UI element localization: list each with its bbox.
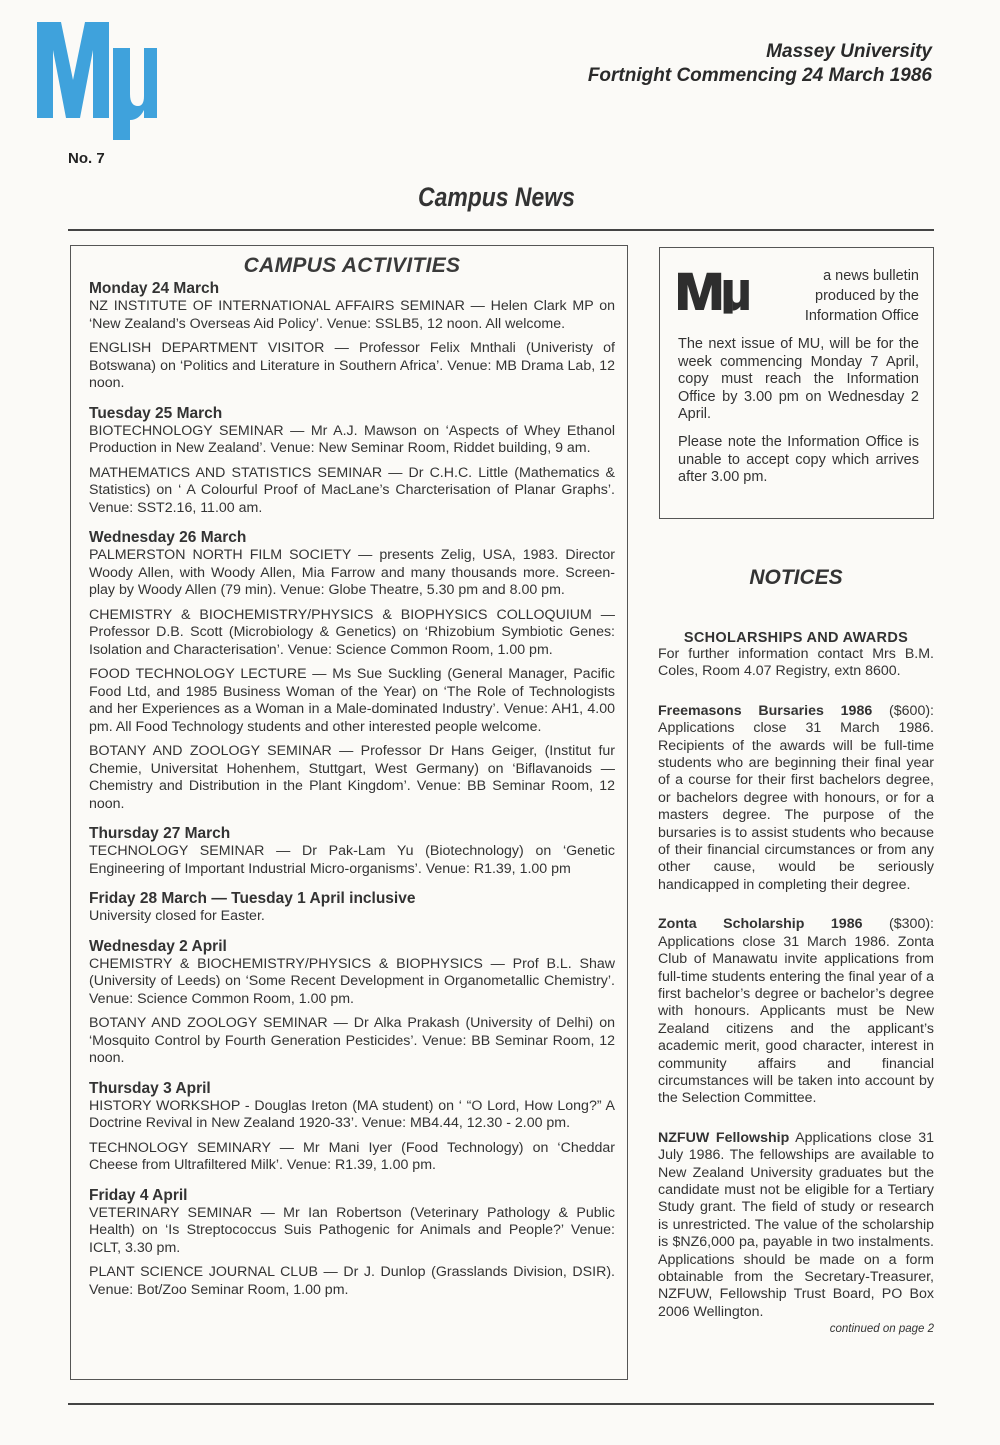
mu-logo (37, 22, 157, 140)
event-item: BIOTECHNOLOGY SEMINAR — Mr A.J. Mawson on ‘Aspects of Whey Ethanol Production in New Zealand’. Venue: New Seminar Room, Riddet building, 9 am. (89, 422, 615, 456)
notice-item (658, 916, 934, 1107)
campus-activities-title: CAMPUS ACTIVITIES (243, 254, 461, 277)
mu-mini-logo (678, 270, 750, 314)
issue-number: No. 7 (68, 150, 105, 167)
event-item: PALMERSTON NORTH FILM SOCIETY — presents Zelig, USA, 1983. Director Woody Allen, with Woody Allen, Mia Farrow and many thousands more. Screen-play by Woody Allen (79 min). Venue: Globe Theatre, 5.30 pm and 8.00 pm. (89, 547, 615, 598)
day-heading: Wednesday 26 March (89, 529, 247, 546)
publisher: Massey University (766, 41, 932, 62)
notices-title: NOTICES (749, 566, 843, 589)
continued-link[interactable]: continued on page 2 (829, 1323, 934, 1336)
tagline-line: produced by the (815, 288, 919, 304)
activity-day (89, 825, 615, 878)
event-item: CHEMISTRY & BIOCHEMISTRY/PHYSICS & BIOPHYSICS — Prof B.L. Shaw (University of Leeds) on ‘Some Recent Development in Organometallic Chemistry’. Venue: Science Common Room, 1.00 pm. (89, 955, 615, 1007)
event-item: TECHNOLOGY SEMINARY — Mr Mani Iyer (Food Technology) on ‘Cheddar Cheese from Ultrafiltered Milk’. Venue: R1.39, 1.00 pm. (89, 1139, 615, 1173)
activity-day (89, 1187, 615, 1300)
event-item: MATHEMATICS AND STATISTICS SEMINAR — Dr C.H.C. Little (Mathematics & Statistics) on ‘ A Colourful Proof of MacLane’s Charcterisation of Planar Graphs’. Venue: SST2.16, 11.00 am. (89, 464, 615, 516)
notice-body: Applications close 31 July 1986. The fellowships are available to New Zealand University graduates but the candidate must not be eligible for a Tertiary Study grant. The field of study or research is unrestricted. The value of the scholarship is $NZ6,000 pa, payable in two instalments. Applications should be made on a form obtainable from the Secretary-Treasurer, NZFUW, Fellowship Trust Board, PO Box 2006 Wellington. (658, 1129, 934, 1320)
day-heading: Friday 28 March — Tuesday 1 April inclusive (89, 890, 416, 907)
event-item: TECHNOLOGY SEMINAR — Dr Pak-Lam Yu (Biotechnology) on ‘Genetic Engineering of Important Industrial Micro-organisms’. Venue: R1.39, 1.00 pm (89, 843, 615, 877)
event-item: University closed for Easter. (89, 908, 265, 924)
activities-list (89, 280, 615, 1299)
event-item: HISTORY WORKSHOP - Douglas Ireton (MA student) on ‘ “O Lord, How Long?” A Doctrine Revival in New Zealand 1920-33’. Venue: MB4.44, 12.30 - 2.00 pm. (89, 1097, 615, 1131)
event-item: FOOD TECHNOLOGY LECTURE — Ms Sue Suckling (General Manager, Pacific Food Ltd, and 1985 Business Woman of the Year) on ‘The Role of Technologists and her Experiences as a Woman in a Male-dominated Industry’. Venue: AH1, 4.00 pm. All Food Technology students and other interested people welcome. (89, 666, 615, 735)
top-divider (68, 229, 934, 231)
day-heading: Thursday 27 March (89, 825, 231, 842)
notice-name: Zonta Scholarship 1986 (658, 916, 863, 933)
notice-body: ($300): Applications close 31 March 1986. Zonta Club of Manawatu invite applications from full-time students entering the final year of a first bachelor’s degree or bachelor’s degree with honours. Applicants must be New Zealand citizens and the applicant’s academic merit, good character, interest in community affairs and financial circumstances will be taken into account by the Selection Committee. (658, 916, 934, 1107)
event-item: BOTANY AND ZOOLOGY SEMINAR — Professor Dr Hans Geiger, (Institut fur Chemie, Universitat Hohenhem, Stuttgart, West Germany) on ‘Biflavanoids — Chemistry and Distribution in the Plant Kingdom’. Venue: BB Seminar Room, 12 noon. (89, 743, 615, 812)
info-office-box (659, 247, 934, 519)
notice-item (658, 1130, 934, 1321)
activity-day (89, 529, 615, 813)
event-item: ENGLISH DEPARTMENT VISITOR — Professor Felix Mnthali (Univeristy of Botswana) on ‘Politics and Literature in Southern Africa’. Venue: MB Drama Lab, 12 noon. (89, 340, 615, 391)
day-heading: Monday 24 March (89, 280, 220, 297)
next-issue-note: The next issue of MU, will be for the week commencing Monday 7 April, copy must reach the Information Office by 3.00 pm on Wednesday 2 April. (678, 336, 919, 423)
notice-list (658, 703, 934, 1321)
event-item: VETERINARY SEMINAR — Mr Ian Robertson (Veterinary Pathology & Public Health) on ‘Is Streptococcus Suis Pathogenic for Animals and People?’ Venue: ICLT, 3.30 pm. (89, 1204, 615, 1256)
campus-activities-box (70, 245, 628, 1380)
day-heading: Thursday 3 April (89, 1079, 211, 1097)
day-heading: Wednesday 2 April (89, 937, 227, 955)
bottom-divider (68, 1403, 934, 1405)
day-heading: Friday 4 April (89, 1186, 188, 1204)
section-title: Campus News (418, 182, 575, 212)
event-item: CHEMISTRY & BIOCHEMISTRY/PHYSICS & BIOPHYSICS COLLOQUIUM — Professor D.B. Scott (Microbiology & Genetics) on ‘Rhizobium Symbiotic Genes: Isolation and Characterisation’. Venue: Science Common Room, 1.00 pm. (89, 606, 615, 658)
notice-name: Freemasons Bursaries 1986 (658, 702, 873, 719)
activity-day (89, 938, 615, 1068)
event-item: PLANT SCIENCE JOURNAL CLUB — Dr J. Dunlop (Grasslands Division, DSIR). Venue: Bot/Zoo Seminar Room, 1.00 pm. (89, 1264, 615, 1298)
notice-body: ($600): Applications close 31 March 1986. Recipients of the awards will be full-time students who are beginning their final year of a course for their first bachelors degree, or bachelors degree with honours, or for a masters degree. The purpose of the bursaries is to assist students who because of their financial circumstances or from any other cause, would be seriously handicapped in completing their degree. (658, 702, 934, 893)
contact-info: For further information contact Mrs B.M. Coles, Room 4.07 Registry, extn 8600. (658, 646, 934, 680)
date-line: Fortnight Commencing 24 March 1986 (587, 65, 932, 86)
notice-item (658, 703, 934, 894)
day-heading: Tuesday 25 March (89, 404, 223, 422)
tagline-line: a news bulletin (823, 268, 919, 284)
masthead-info (588, 40, 932, 88)
scholarships-heading: SCHOLARSHIPS AND AWARDS (683, 630, 909, 646)
event-item: BOTANY AND ZOOLOGY SEMINAR — Dr Alka Prakash (University of Delhi) on ‘Mosquito Control by Fourth Generation Pesticides’. Venue: BB Seminar Room, 12 noon. (89, 1015, 615, 1066)
activity-day (89, 405, 615, 518)
notices-column (658, 566, 934, 1335)
event-item: NZ INSTITUTE OF INTERNATIONAL AFFAIRS SEMINAR — Helen Clark MP on ‘New Zealand’s Overseas Aid Policy’. Venue: SSLB5, 12 noon. All welcome. (89, 298, 615, 332)
activity-day (89, 280, 615, 393)
activity-day (89, 1080, 615, 1175)
activity-day (89, 890, 615, 926)
info-tagline (805, 266, 919, 326)
notice-name: NZFUW Fellowship (658, 1129, 790, 1146)
tagline-line: Information Office (804, 308, 919, 324)
deadline-note: Please note the Information Office is unable to accept copy which arrives after 3.00 pm. (678, 433, 919, 486)
